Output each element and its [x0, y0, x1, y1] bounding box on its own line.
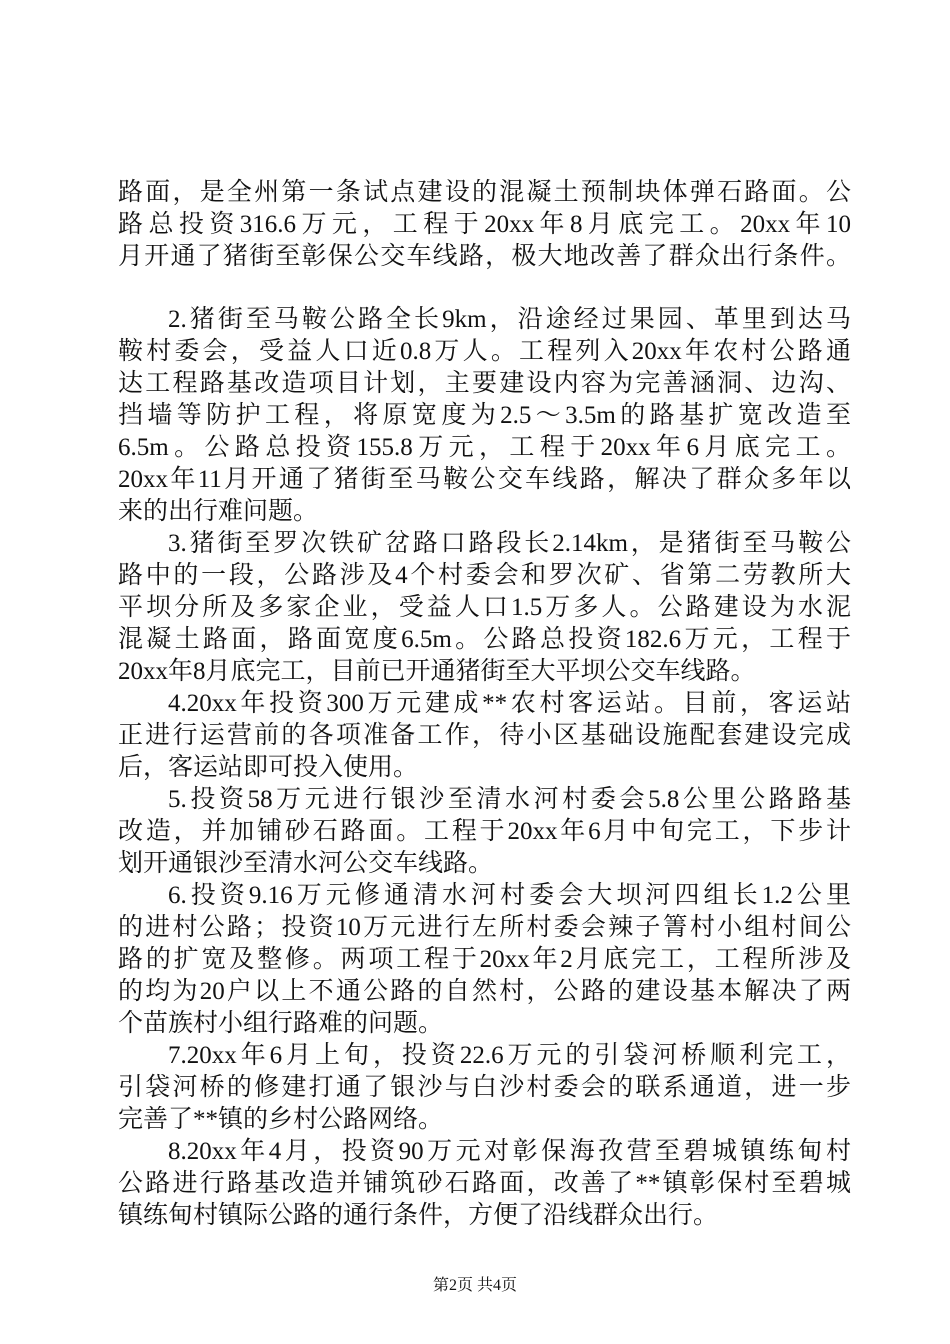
- text-line: 7.20xx年6月上旬，投资22.6万元的引袋河桥顺利完工，: [168, 1042, 851, 1069]
- text-line: 路面，是全州第一条试点建设的混凝土预制块体弹石路面。公: [118, 179, 851, 206]
- text-line: 6.5m。公路总投资155.8万元，工程于20xx年6月底完工。: [118, 434, 851, 461]
- page-footer: 第2页 共4页: [432, 1277, 517, 1294]
- text-line: 来的出行难问题。: [118, 498, 319, 525]
- text-line: 公路进行路基改造并铺筑砂石路面，改善了**镇彰保村至碧城: [118, 1170, 851, 1197]
- paragraph: [118, 1136, 851, 1232]
- text-line: 正进行运营前的各项准备工作，待小区基础设施配套建设完成: [118, 722, 851, 749]
- text-line: 混凝土路面，路面宽度6.5m。公路总投资182.6万元，工程于: [118, 626, 851, 653]
- text-line: 挡墙等防护工程，将原宽度为2.5～3.5m的路基扩宽改造至: [118, 402, 851, 429]
- paragraph: [118, 528, 851, 688]
- text-line: 20xx年11月开通了猪街至马鞍公交车线路，解决了群众多年以: [118, 466, 851, 493]
- text-line: 20xx年8月底完工，目前已开通猪街至大平坝公交车线路。: [118, 658, 756, 685]
- text-line: 达工程路基改造项目计划，主要建设内容为完善涵洞、边沟、: [118, 370, 851, 397]
- text-line: 8.20xx年4月，投资90万元对彰保海孜营至碧城镇练甸村: [168, 1138, 851, 1165]
- paragraph: [118, 1040, 851, 1136]
- text-line: 的均为20户以上不通公路的自然村，公路的建设基本解决了两: [118, 978, 851, 1005]
- text-line: 个苗族村小组行路难的问题。: [118, 1010, 444, 1037]
- text-line: 后，客运站即可投入使用。: [118, 754, 419, 781]
- text-line: 完善了**镇的乡村公路网络。: [118, 1106, 444, 1133]
- text-line: 路中的一段，公路涉及4个村委会和罗次矿、省第二劳教所大: [118, 562, 851, 589]
- paragraph: [118, 304, 851, 528]
- text-line: 平坝分所及多家企业，受益人口1.5万多人。公路建设为水泥: [118, 594, 851, 621]
- paragraph: [118, 688, 851, 784]
- text-line: 引袋河桥的修建打通了银沙与白沙村委会的联系通道，进一步: [118, 1074, 851, 1101]
- text-line: 鞍村委会，受益人口近0.8万人。工程列入20xx年农村公路通: [118, 338, 851, 365]
- text-line: 的进村公路；投资10万元进行左所村委会辣子箐村小组村间公: [118, 914, 851, 941]
- text-line: 划开通银沙至清水河公交车线路。: [118, 850, 494, 877]
- text-line: 5.投资58万元进行银沙至清水河村委会5.8公里公路路基: [168, 786, 851, 813]
- paragraph: [118, 177, 851, 273]
- text-line: 月开通了猪街至彰保公交车线路，极大地改善了群众出行条件。: [118, 243, 851, 270]
- text-line: 改造，并加铺砂石路面。工程于20xx年6月中旬完工，下步计: [118, 818, 851, 845]
- document-body: [118, 177, 851, 1232]
- text-line: 6.投资9.16万元修通清水河村委会大坝河四组长1.2公里: [168, 882, 851, 909]
- paragraph: [118, 784, 851, 880]
- text-line: 4.20xx年投资300万元建成**农村客运站。目前，客运站: [168, 690, 851, 717]
- text-line: 2.猪街至马鞍公路全长9km，沿途经过果园、革里到达马: [168, 306, 851, 333]
- text-line: 路的扩宽及整修。两项工程于20xx年2月底完工，工程所涉及: [118, 946, 851, 973]
- text-line: 路总投资316.6万元，工程于20xx年8月底完工。20xx年10: [118, 211, 851, 238]
- paragraph: [118, 880, 851, 1040]
- text-line: 3.猪街至罗次铁矿岔路口路段长2.14km，是猪街至马鞍公: [168, 530, 851, 557]
- text-line: 镇练甸村镇际公路的通行条件，方便了沿线群众出行。: [118, 1202, 719, 1229]
